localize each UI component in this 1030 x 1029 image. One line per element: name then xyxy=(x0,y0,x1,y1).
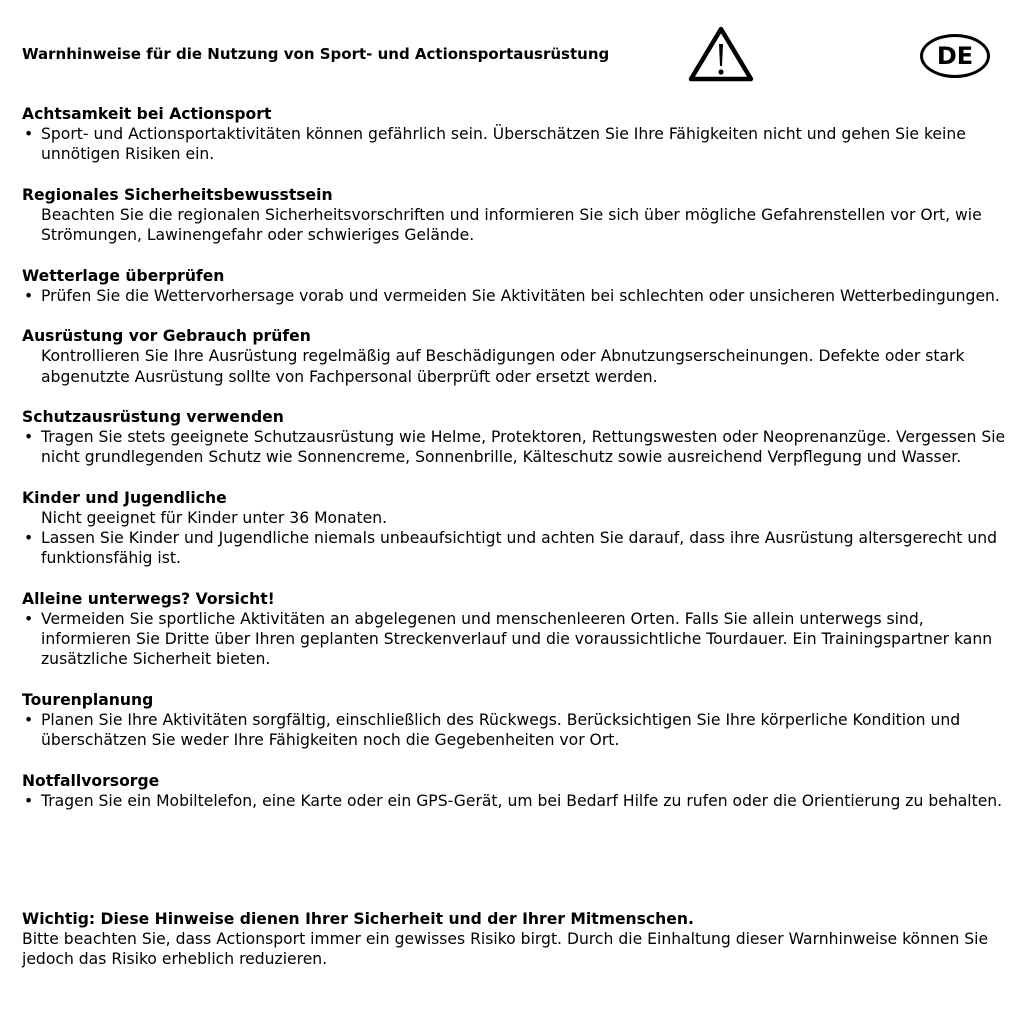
notice-heading: Wichtig: Diese Hinweise dienen Ihrer Sicherheit und der Ihrer Mitmenschen. xyxy=(22,910,694,928)
item-text: Beachten Sie die regionalen Sicherheitsvorschriften und informieren Sie sich über mögliche Gefahrenstellen vor Ort, wie Strömungen, Lawinengefahr oder schwieriges Gelände. xyxy=(41,206,982,245)
item-text: Prüfen Sie die Wettervorhersage vorab und vermeiden Sie Aktivitäten bei schlechten oder unsicheren Wetterbedingungen. xyxy=(41,286,1000,305)
item-text: Kontrollieren Sie Ihre Ausrüstung regelmäßig auf Beschädigungen oder Abnutzungserscheinungen. Defekte oder stark abgenutzte Ausrüstung sollte von Fachpersonal überprüft oder ersetzt werden. xyxy=(41,347,965,386)
bullet-icon: • xyxy=(24,125,34,144)
bullet-item xyxy=(22,791,1007,811)
item-text: Tragen Sie ein Mobiltelefon, eine Karte oder ein GPS-Gerät, um bei Bedarf Hilfe zu rufen oder die Orientierung zu behalten. xyxy=(41,791,1003,810)
warning-sections xyxy=(22,104,1007,831)
bullet-icon: • xyxy=(24,286,34,305)
section xyxy=(22,690,1007,751)
important-notice xyxy=(22,909,1007,970)
section-heading: Kinder und Jugendliche xyxy=(22,488,227,507)
section-heading: Tourenplanung xyxy=(22,690,154,709)
section xyxy=(22,266,1007,306)
section-heading: Regionales Sicherheitsbewusstsein xyxy=(22,185,333,204)
item-text: Lassen Sie Kinder und Jugendliche niemals unbeaufsichtigt und achten Sie darauf, dass ihre Ausrüstung altersgerecht und funktionsfähig ist. xyxy=(41,529,998,568)
section-heading: Alleine unterwegs? Vorsicht! xyxy=(22,589,275,608)
section xyxy=(22,488,1007,569)
section-heading: Notfallvorsorge xyxy=(22,771,160,790)
language-badge: DE xyxy=(920,34,990,78)
item-text: Vermeiden Sie sportliche Aktivitäten an abgelegenen und menschenleeren Orten. Falls Sie allein unterwegs sind, informieren Sie Dritte über Ihren geplanten Streckenverlauf und die voraussichtliche Tourdauer. Ein Trainingspartner kann zusätzliche Sicherheit bieten. xyxy=(41,609,993,669)
page-title: Warnhinweise für die Nutzung von Sport- und Actionsportausrüstung xyxy=(22,45,610,63)
section-heading: Schutzausrüstung verwenden xyxy=(22,407,284,426)
warning-triangle-icon xyxy=(688,26,754,82)
bullet-item xyxy=(22,124,1007,164)
section-heading: Ausrüstung vor Gebrauch prüfen xyxy=(22,327,311,346)
bullet-icon: • xyxy=(24,428,34,447)
notice-text: Bitte beachten Sie, dass Actionsport immer ein gewisses Risiko birgt. Durch die Einhaltung dieser Warnhinweise können Sie jedoch das Risiko erheblich reduzieren. xyxy=(22,930,989,969)
note-item xyxy=(22,508,1007,528)
bullet-icon: • xyxy=(24,710,34,729)
section xyxy=(22,407,1007,468)
section xyxy=(22,104,1007,165)
section xyxy=(22,185,1007,246)
section xyxy=(22,326,1007,387)
bullet-item xyxy=(22,528,1007,568)
bullet-icon: • xyxy=(24,609,34,628)
bullet-icon: • xyxy=(24,529,34,548)
item-text: Sport- und Actionsportaktivitäten können gefährlich sein. Überschätzen Sie Ihre Fähigkeiten nicht und gehen Sie keine unnötigen Risiken ein. xyxy=(41,125,966,164)
item-text: Nicht geeignet für Kinder unter 36 Monaten. xyxy=(41,508,388,527)
bullet-item xyxy=(22,427,1007,467)
item-text: Planen Sie Ihre Aktivitäten sorgfältig, einschließlich des Rückwegs. Berücksichtigen Sie Ihre körperliche Kondition und überschätzen Sie weder Ihre Fähigkeiten noch die Gegebenheiten vor Ort. xyxy=(41,710,961,750)
bullet-icon: • xyxy=(24,791,34,810)
bullet-item xyxy=(22,710,1007,750)
bullet-item xyxy=(22,286,1007,306)
item-text: Tragen Sie stets geeignete Schutzausrüstung wie Helme, Protektoren, Rettungswesten oder Neoprenanzüge. Vergessen Sie nicht grundlegenden Schutz wie Sonnencreme, Sonnenbrille, Kälteschutz sowie ausreichend Verpflegung und Wasser. xyxy=(41,428,1006,467)
section xyxy=(22,589,1007,670)
note-item xyxy=(22,346,1007,386)
section-heading: Wetterlage überprüfen xyxy=(22,266,225,285)
bullet-item xyxy=(22,609,1007,670)
note-item xyxy=(22,205,1007,245)
section xyxy=(22,771,1007,811)
section-heading: Achtsamkeit bei Actionsport xyxy=(22,105,272,123)
